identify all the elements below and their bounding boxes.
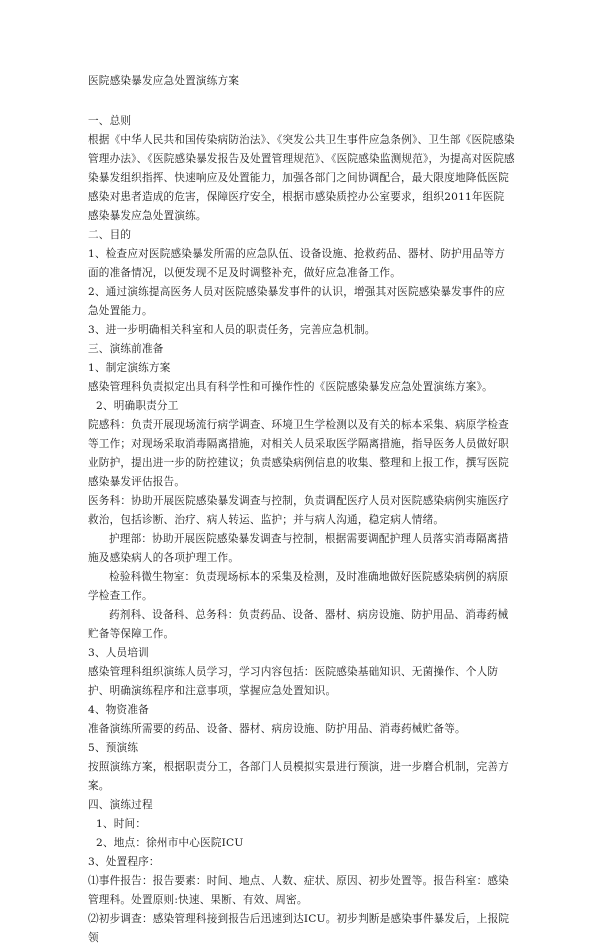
paragraph: 感染管理科负责拟定出具有科学性和可操作性的《医院感染暴发应急处置演练方案》。 bbox=[88, 381, 493, 393]
paragraph: 2、地点：徐州市中心医院ICU bbox=[96, 837, 244, 849]
paragraph: ⑵初步调查：感染管理科接到报告后迅速到达ICU。初步判断是感染事件暴发后，上报院领 bbox=[88, 913, 510, 944]
paragraph: 一、总则 bbox=[88, 115, 132, 127]
paragraph: 根据《中华人民共和国传染病防治法》、《突发公共卫生事件应急条例》、卫生部《医院感染管理办法》、《医院感染暴发报告及处置管理规范》、《医院感染监测规范》，为提高对医院感染暴发组织指挥、快速响应及处置能力，加强各部门之间协调配合，最大限度地降低医院感染对患者造成的危害，保障医疗安全，根据市感染质控办公室要求，组织2011年医院感染暴发应急处置演练。 bbox=[88, 134, 515, 222]
paragraph: 按照演练方案，根据职责分工，各部门人员模拟实景进行预演，进一步磨合机制，完善方案。 bbox=[88, 761, 509, 792]
paragraph: 2、通过演练提高医务人员对医院感染暴发事件的认识，增强其对医院感染暴发事件的应急处置能力。 bbox=[88, 286, 506, 317]
paragraph: 药剂科、设备科、总务科：负责药品、设备、器材、病房设施、防护用品、消毒药械贮备等保障工作。 bbox=[88, 609, 509, 640]
paragraph: 二、目的 bbox=[88, 229, 132, 241]
paragraph: 1、时间： bbox=[96, 818, 147, 830]
paragraph: 3、处置程序： bbox=[88, 856, 160, 868]
paragraph: 护理部：协助开展医院感染暴发调查与控制，根据需要调配护理人员落实消毒隔离措施及感染病人的各项护理工作。 bbox=[88, 533, 509, 564]
paragraph: 三、演练前准备 bbox=[88, 343, 164, 355]
paragraph: ⑴事件报告：报告要素：时间、地点、人数、症状、原因、初步处置等。报告科室：感染管理科。处置原则:快速、果断、有效、周密。 bbox=[88, 875, 509, 906]
paragraph: 准备演练所需要的药品、设备、器材、病房设施、防护用品、消毒药械贮备等。 bbox=[88, 723, 466, 735]
paragraph: 1、检查应对医院感染暴发所需的应急队伍、设备设施、抢救药品、器材、防护用品等方面的准备情况，以便发现不足及时调整补充，做好应急准备工作。 bbox=[88, 248, 506, 279]
paragraph: 四、演练过程 bbox=[88, 799, 153, 811]
document-content bbox=[88, 112, 515, 948]
paragraph: 3、人员培训 bbox=[88, 647, 149, 659]
paragraph: 3、进一步明确相关科室和人员的职责任务，完善应急机制。 bbox=[88, 324, 376, 336]
paragraph: 院感科：负责开展现场流行病学调查、环境卫生学检测以及有关的标本采集、病原学检查等工作；对现场采取消毒隔离措施，对相关人员采取医学隔离措施，指导医务人员做好职业防护，提出进一步的防控建议；负责感染病例信息的收集、整理和上报工作，撰写医院感染暴发评估报告。 bbox=[88, 419, 509, 488]
paragraph: 检验科微生物室：负责现场标本的采集及检测，及时准确地做好医院感染病例的病原学检查工作。 bbox=[88, 571, 509, 602]
paragraph: 2、明确职责分工 bbox=[96, 400, 179, 412]
paragraph: 4、物资准备 bbox=[88, 704, 149, 716]
paragraph: 5、预演练 bbox=[88, 742, 139, 754]
document-title: 医院感染暴发应急处置演练方案 bbox=[88, 75, 240, 87]
paragraph: 医务科：协助开展医院感染暴发调查与控制，负责调配医疗人员对医院感染病例实施医疗救治，包括诊断、治疗、病人转运、监护；并与病人沟通，稳定病人情绪。 bbox=[88, 495, 509, 526]
paragraph: 1、制定演练方案 bbox=[88, 362, 171, 374]
document-body bbox=[88, 72, 515, 948]
paragraph: 感染管理科组织演练人员学习，学习内容包括：医院感染基础知识、无菌操作、个人防护、明确演练程序和注意事项，掌握应急处置知识。 bbox=[88, 666, 499, 697]
